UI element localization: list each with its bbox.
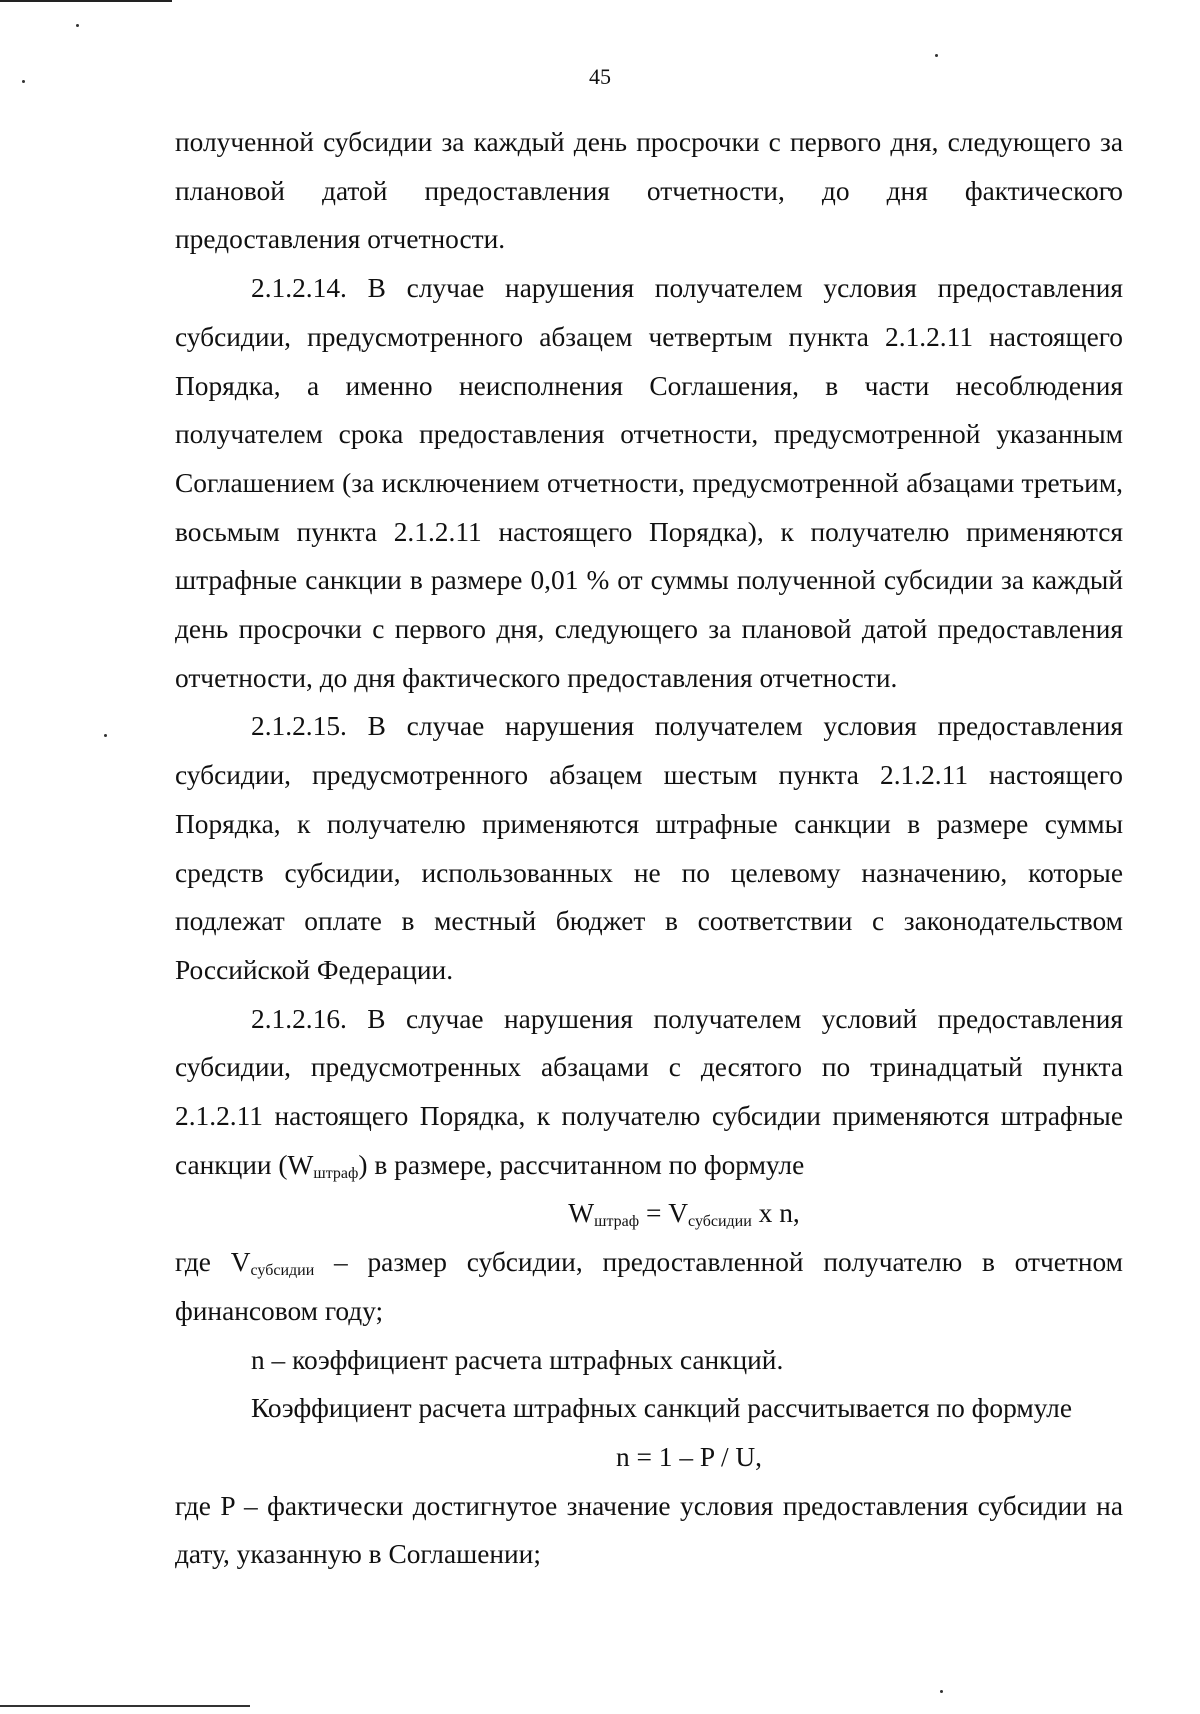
- paragraph-text: 2.1.2.16. В случае нарушения получателем условий предоставления субсидии, предусмотренных абзацами с десятого по тринадцатый пункта 2.1.2.11 настоящего Порядка, к получателю субсидии применяются штрафные санкции (W: [175, 1003, 1123, 1180]
- coefficient-intro: Коэффициент расчета штрафных санкций рассчитывается по формуле: [251, 1393, 1073, 1424]
- document-body: [175, 118, 1123, 1579]
- scan-speck: [940, 1690, 943, 1693]
- paragraph-2-1-2-14: 2.1.2.14. В случае нарушения получателем условия предоставления субсидии, предусмотренного абзацем четвертым пункта 2.1.2.11 настоящего Порядка, а именно неисполнения Соглашения, в части несоблюдения получателем срока предоставления отчетности, предусмотренной указанным Соглашением (за исключением отчетности, предусмотренной абзацами третьим, восьмым пункта 2.1.2.11 настоящего Порядка), к получателю применяются штрафные санкции в размере 0,01 % от суммы полученной субсидии за каждый день просрочки с первого дня, следующего за плановой датой предоставления отчетности, до дня фактического предоставления отчетности.: [175, 273, 1123, 693]
- subscript: субсидии: [250, 1262, 315, 1280]
- coefficient-formula: n = 1 – P / U,: [615, 1441, 763, 1472]
- subscript: штраф: [313, 1164, 359, 1182]
- paragraph-continuation: полученной субсидии за каждый день просрочки с первого дня, следующего за плановой датой предоставления отчетности, до дня фактического предоставления отчетности.: [175, 127, 1123, 255]
- definition-text: – размер субсидии, предоставленной получателю в отчетном финансовом году;: [175, 1247, 1124, 1326]
- penalty-formula: [175, 1189, 1123, 1238]
- paragraph-2-1-2-15: 2.1.2.15. В случае нарушения получателем условия предоставления субсидии, предусмотренного абзацем шестым пункта 2.1.2.11 настоящего Порядка, к получателю применяются штрафные санкции в размере суммы средств субсидии, использованных не по целевому назначению, которые подлежат оплате в местный бюджет в соответствии с законодательством Российской Федерации.: [175, 711, 1123, 985]
- formula-symbol: x n,: [751, 1198, 800, 1229]
- paragraph-2-1-2-16: [175, 995, 1123, 1190]
- definition-n: n – коэффициент расчета штрафных санкций.: [251, 1344, 784, 1375]
- formula-symbol: W: [568, 1198, 595, 1229]
- definition-prefix: где V: [175, 1247, 251, 1278]
- subscript: штраф: [594, 1213, 640, 1231]
- subscript: субсидии: [688, 1213, 752, 1231]
- paragraph-text: ) в размере, рассчитанном по формуле: [358, 1149, 805, 1180]
- scan-speck: [104, 734, 107, 737]
- scan-speck: [76, 24, 79, 27]
- scan-edge-line-bottom: [0, 1705, 250, 1707]
- page-number: 45: [589, 64, 611, 89]
- definition-p: где P – фактически достигнутое значение условия предоставления субсидии на дату, указанную в Соглашении;: [175, 1490, 1123, 1570]
- formula-symbol: = V: [639, 1198, 689, 1229]
- definition-v: [175, 1238, 1123, 1335]
- scan-edge-line-top: [0, 0, 172, 2]
- scan-speck: [935, 54, 938, 57]
